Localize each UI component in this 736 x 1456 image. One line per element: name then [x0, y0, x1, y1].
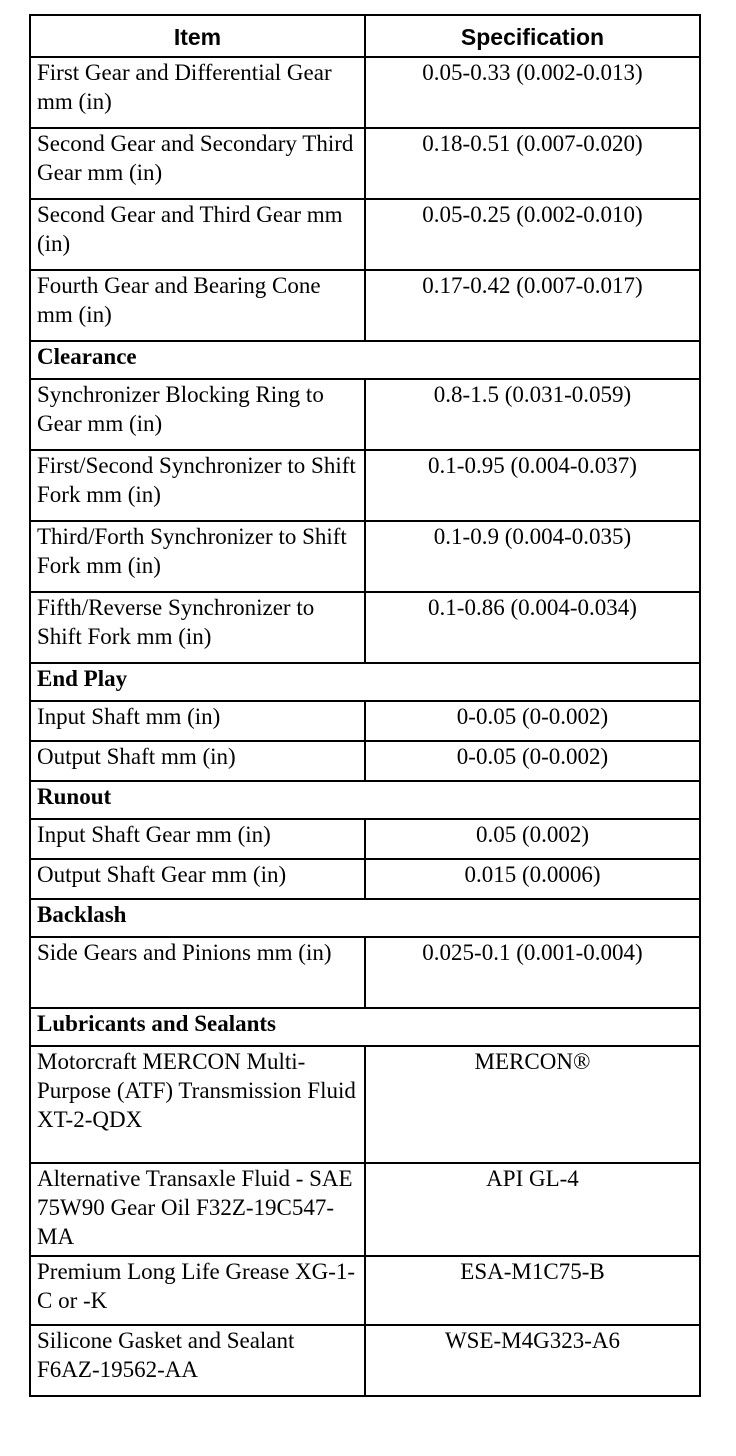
spec-cell: 0-0.05 (0-0.002): [365, 701, 700, 741]
spec-cell: MERCON®: [365, 1046, 700, 1163]
spec-cell: 0.05-0.33 (0.002-0.013): [365, 57, 700, 128]
section-label: End Play: [30, 663, 700, 701]
section-row: [30, 899, 700, 937]
table-row: [30, 57, 700, 128]
item-cell: Third/Forth Synchronizer to Shift Fork mm (in): [30, 521, 365, 592]
item-cell: Motorcraft MERCON Multi-Purpose (ATF) Transmission Fluid XT-2-QDX: [30, 1046, 365, 1163]
spec-cell: 0.1-0.9 (0.004-0.035): [365, 521, 700, 592]
spec-cell: 0.8-1.5 (0.031-0.059): [365, 379, 700, 450]
table-row: [30, 701, 700, 741]
item-cell: Fourth Gear and Bearing Cone mm (in): [30, 270, 365, 341]
item-cell: Silicone Gasket and Sealant F6AZ-19562-AA: [30, 1325, 365, 1396]
table-row: [30, 379, 700, 450]
item-cell: Fifth/Reverse Synchronizer to Shift Fork mm (in): [30, 592, 365, 663]
section-label: Lubricants and Sealants: [30, 1008, 700, 1046]
table-row: [30, 741, 700, 781]
item-cell: Premium Long Life Grease XG-1-C or -K: [30, 1256, 365, 1325]
spec-cell: 0.05 (0.002): [365, 819, 700, 859]
header-specification: Specification: [365, 15, 700, 57]
item-cell: Side Gears and Pinions mm (in): [30, 937, 365, 1008]
table-row: [30, 859, 700, 899]
item-cell: Output Shaft Gear mm (in): [30, 859, 365, 899]
section-label: Runout: [30, 781, 700, 819]
item-cell: Second Gear and Third Gear mm (in): [30, 199, 365, 270]
spec-cell: 0.05-0.25 (0.002-0.010): [365, 199, 700, 270]
specification-table: [29, 14, 701, 1397]
spec-cell: WSE-M4G323-A6: [365, 1325, 700, 1396]
table-row: [30, 1256, 700, 1325]
spec-cell: API GL-4: [365, 1163, 700, 1256]
section-label: Clearance: [30, 341, 700, 379]
table-row: [30, 128, 700, 199]
item-cell: First Gear and Differential Gear mm (in): [30, 57, 365, 128]
header-row: [30, 15, 700, 57]
table-row: [30, 270, 700, 341]
item-cell: Second Gear and Secondary Third Gear mm (in): [30, 128, 365, 199]
item-cell: Input Shaft mm (in): [30, 701, 365, 741]
table-row: [30, 450, 700, 521]
spec-cell: 0-0.05 (0-0.002): [365, 741, 700, 781]
table-row: [30, 1046, 700, 1163]
item-cell: Input Shaft Gear mm (in): [30, 819, 365, 859]
table-row: [30, 937, 700, 1008]
item-cell: First/Second Synchronizer to Shift Fork mm (in): [30, 450, 365, 521]
spec-cell: 0.17-0.42 (0.007-0.017): [365, 270, 700, 341]
spec-cell: 0.1-0.95 (0.004-0.037): [365, 450, 700, 521]
item-cell: Output Shaft mm (in): [30, 741, 365, 781]
section-label: Backlash: [30, 899, 700, 937]
table-row: [30, 199, 700, 270]
table-row: [30, 819, 700, 859]
item-cell: Synchronizer Blocking Ring to Gear mm (in): [30, 379, 365, 450]
table-body: [30, 57, 700, 1396]
item-cell: Alternative Transaxle Fluid - SAE 75W90 Gear Oil F32Z-19C547-MA: [30, 1163, 365, 1256]
section-row: [30, 663, 700, 701]
table-row: [30, 521, 700, 592]
header-item: Item: [30, 15, 365, 57]
spec-cell: ESA-M1C75-B: [365, 1256, 700, 1325]
spec-cell: 0.015 (0.0006): [365, 859, 700, 899]
table-row: [30, 592, 700, 663]
spec-cell: 0.025-0.1 (0.001-0.004): [365, 937, 700, 1008]
table-row: [30, 1163, 700, 1256]
section-row: [30, 1008, 700, 1046]
table-row: [30, 1325, 700, 1396]
spec-cell: 0.18-0.51 (0.007-0.020): [365, 128, 700, 199]
section-row: [30, 341, 700, 379]
spec-cell: 0.1-0.86 (0.004-0.034): [365, 592, 700, 663]
section-row: [30, 781, 700, 819]
